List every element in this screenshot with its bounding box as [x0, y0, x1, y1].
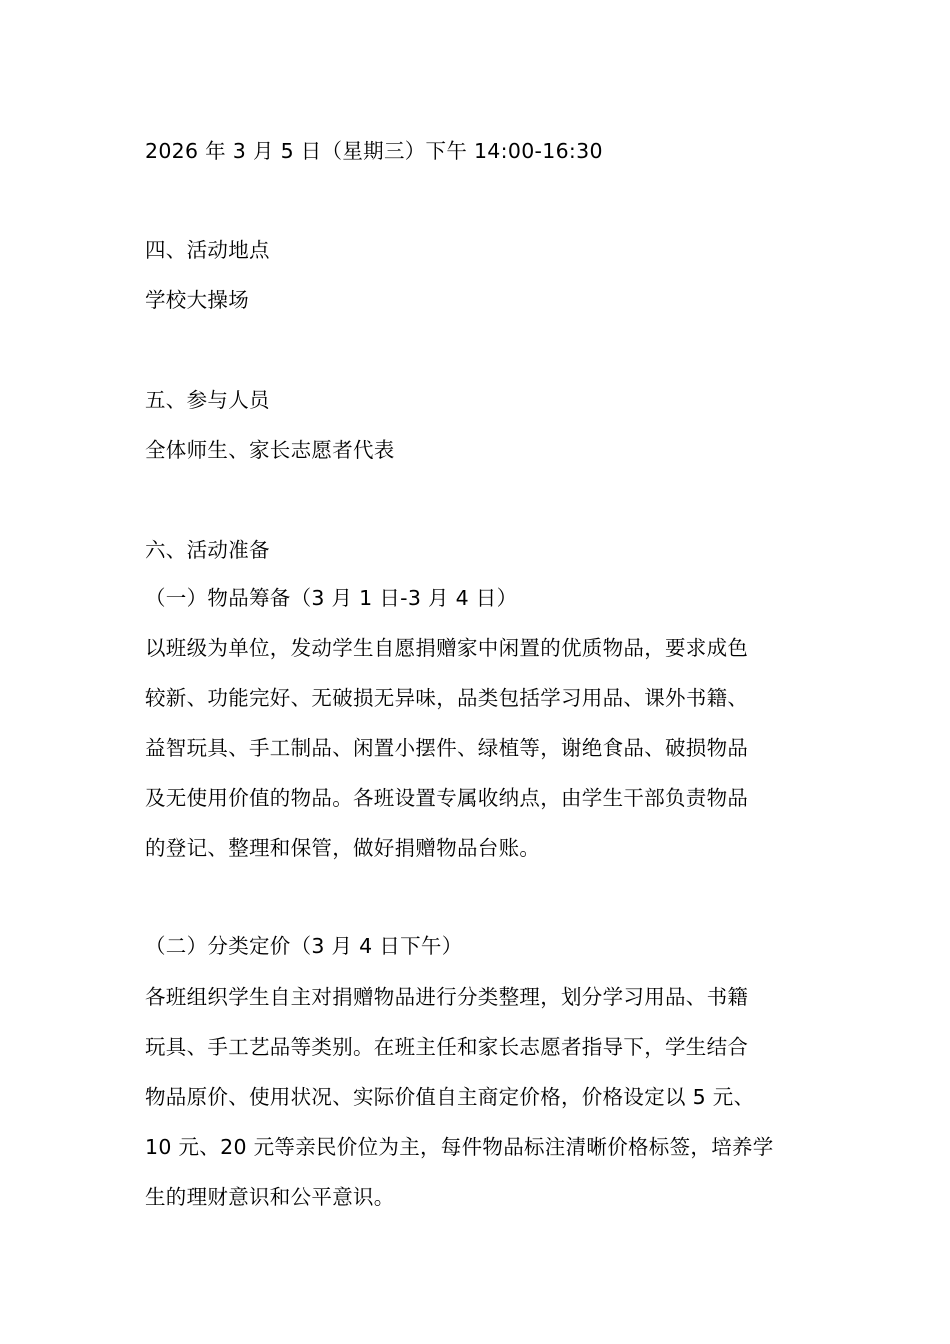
activity-time-line: 2026 年 3 月 5 日（星期三）下午 14:00-16:30: [145, 139, 603, 163]
subsection-2-heading: （二）分类定价（3 月 4 日下午）: [145, 934, 463, 958]
subsection-1-heading: （一）物品筹备（3 月 1 日-3 月 4 日）: [145, 586, 518, 610]
section-4-heading: 四、活动地点: [145, 238, 270, 262]
section-5-body: 全体师生、家长志愿者代表: [145, 438, 395, 462]
paragraph-line: 益智玩具、手工制品、闲置小摆件、绿植等，谢绝食品、破损物品: [145, 736, 749, 760]
paragraph-line: 以班级为单位，发动学生自愿捐赠家中闲置的优质物品，要求成色: [145, 636, 749, 660]
paragraph-line: 的登记、整理和保管，做好捐赠物品台账。: [145, 836, 541, 860]
paragraph-line: 生的理财意识和公平意识。: [145, 1185, 395, 1209]
paragraph-line: 及无使用价值的物品。各班设置专属收纳点，由学生干部负责物品: [145, 786, 749, 810]
section-4-body: 学校大操场: [145, 288, 249, 312]
section-5-heading: 五、参与人员: [145, 388, 270, 412]
section-6-heading: 六、活动准备: [145, 538, 270, 562]
paragraph-line: 物品原价、使用状况、实际价值自主商定价格，价格设定以 5 元、: [145, 1085, 755, 1109]
paragraph-line: 玩具、手工艺品等类别。在班主任和家长志愿者指导下，学生结合: [145, 1035, 749, 1059]
paragraph-line: 10 元、20 元等亲民价位为主，每件物品标注清晰价格标签，培养学: [145, 1135, 774, 1159]
paragraph-line: 较新、功能完好、无破损无异味，品类包括学习用品、课外书籍、: [145, 686, 749, 710]
paragraph-line: 各班组织学生自主对捐赠物品进行分类整理，划分学习用品、书籍: [145, 985, 749, 1009]
